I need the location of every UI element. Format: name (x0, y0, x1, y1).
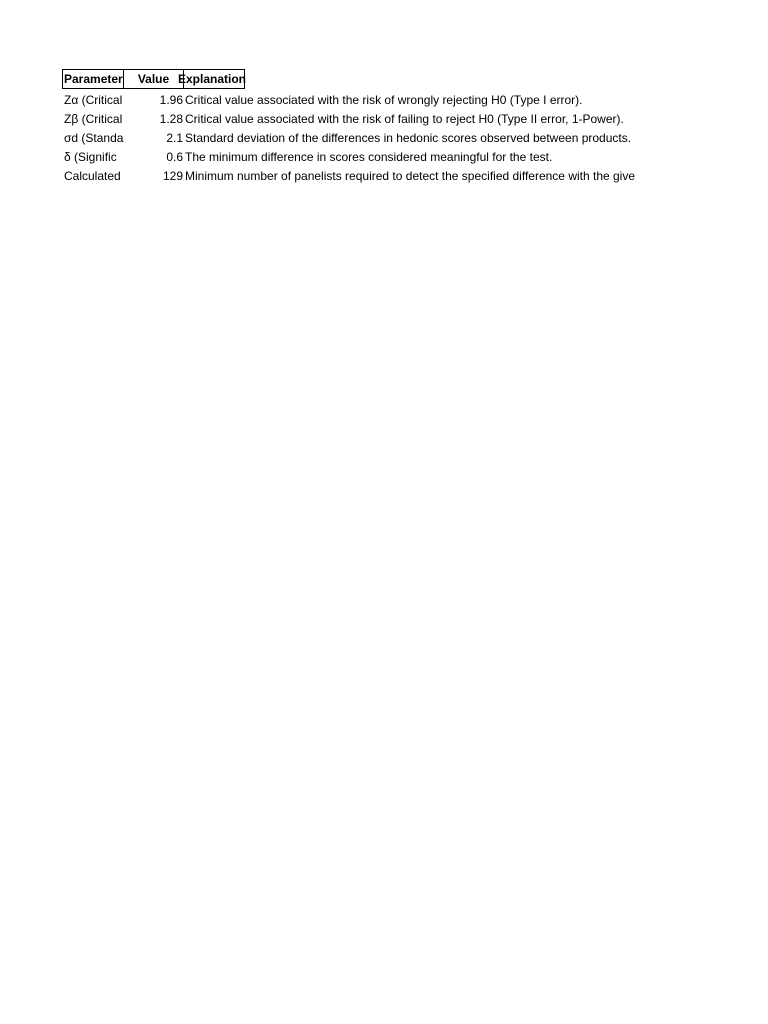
parameter-cell[interactable]: δ (Signific (64, 150, 117, 164)
header-explanation-cell[interactable] (177, 69, 246, 89)
explanation-cell[interactable]: Standard deviation of the differences in hedonic scores observed between products. (185, 131, 632, 145)
table-row (62, 167, 668, 186)
explanation-cell[interactable]: The minimum difference in scores considered meaningful for the test. (185, 150, 553, 164)
value-cell[interactable]: 1.96 (159, 93, 183, 107)
header-value-cell[interactable]: Value (124, 69, 184, 89)
table-row (62, 148, 668, 167)
table-row (62, 91, 668, 110)
parameter-cell[interactable]: Zα (Critical (64, 93, 123, 107)
parameter-cell[interactable]: Zβ (Critical (64, 112, 123, 126)
value-cell[interactable]: 0.6 (166, 150, 183, 164)
header-explanation-text: Explanation (177, 72, 246, 86)
parameter-cell[interactable]: σd (Standa (64, 131, 124, 145)
spreadsheet-grid (62, 69, 668, 186)
explanation-cell[interactable]: Critical value associated with the risk of wrongly rejecting H0 (Type I error). (185, 93, 583, 107)
table-row (62, 110, 668, 129)
explanation-cell[interactable]: Critical value associated with the risk of failing to reject H0 (Type II error, 1-Power). (185, 112, 624, 126)
value-cell[interactable]: 2.1 (166, 131, 183, 145)
table-row (62, 129, 668, 148)
parameter-cell[interactable]: Calculated (64, 169, 121, 183)
value-cell[interactable]: 1.28 (159, 112, 183, 126)
header-parameter-cell[interactable]: Parameter (62, 69, 124, 89)
header-row (62, 69, 668, 90)
value-cell[interactable]: 129 (162, 169, 183, 183)
explanation-cell[interactable]: Minimum number of panelists required to detect the specified difference with the give (185, 169, 636, 183)
